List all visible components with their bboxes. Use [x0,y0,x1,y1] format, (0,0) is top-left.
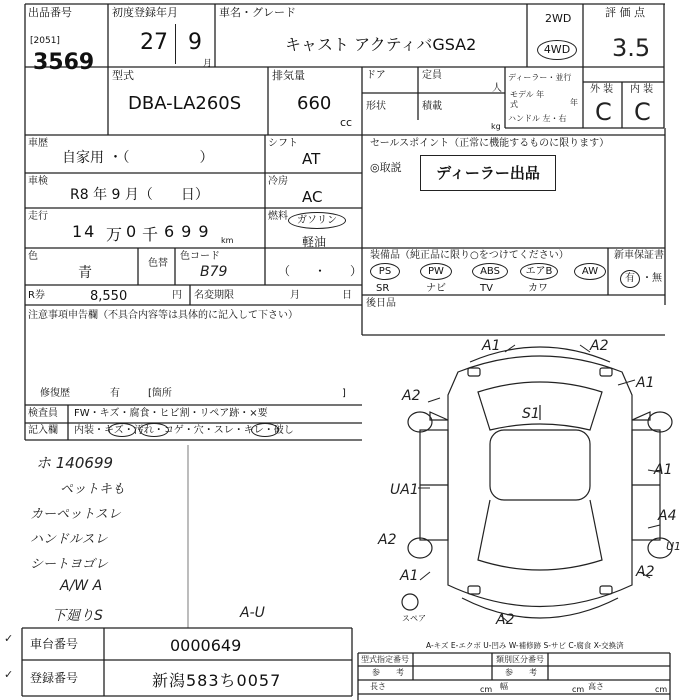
model-year-label: モデル 年式 [510,90,545,109]
category-label: 車歴 [28,138,48,149]
drive-4wd-circled: 4WD [537,40,577,60]
warranty-label: 新車保証書 [614,250,664,261]
mark-left-quarter: A1 [400,568,419,584]
model-value: DBA-LA260S [128,93,242,114]
mark-left-door: UA1 [390,482,419,498]
note-line-5: シートヨゴレ [30,557,109,572]
equip-aw: AW [574,263,606,280]
mileage-man-unit: 万 [106,225,123,244]
handle-label: ハンドル 左・右 [508,114,567,123]
warranty-none: ・無 [642,273,662,284]
color-code-value: B79 [200,264,228,280]
exterior-label: 外 装 [590,84,614,95]
car-name: キャスト アクティバGSA2 [285,35,477,54]
booklet-label: ◎取説 [370,161,402,174]
color-code-label: 色コード [180,251,220,262]
mark-right-rear-u: U1 [666,540,682,553]
mark-rear-bumper: A2 [496,612,515,628]
cc-value: 660 [297,93,332,114]
lot-sub: [2051] [30,36,60,46]
mileage-unit: km [221,236,234,245]
mileage-man: 14 [72,222,97,241]
capacity-unit: 人 [492,83,502,94]
chassis-label: 車台番号 [30,637,79,651]
inspector-label: 検査員 [28,408,58,419]
shape-label: 形状 [366,101,386,112]
equip-leather: カワ [528,283,548,294]
repair-value: 有 [110,388,120,399]
category-value: 自家用 ・（ ） [62,150,214,166]
lot-label: 出品番号 [28,6,72,19]
repair-label: 修復歴 [40,388,70,399]
damage-legend: A-キズ E-エクボ U-凹み W-補修跡 S-サビ C-腐食 X-交換済 [426,641,624,650]
dealer-label: ディーラー・並行 [508,73,572,82]
car-name-label: 車名・グレード [219,6,296,19]
form-width: 幅 [500,682,508,691]
dirt-circle [139,423,169,437]
recycle-value: 8,550 [90,289,128,304]
fuel-label: 燃料 [268,211,288,222]
note-line-3: カーペットスレ [30,507,121,522]
form-width-unit: cm [572,685,585,694]
shaken-label: 車検 [28,176,48,187]
fuel-diesel: 軽油 [302,235,327,249]
reg-month-unit: 月 [203,59,213,69]
mark-roof: S1 [522,406,540,422]
cc-unit: cc [340,116,353,129]
mileage-rest: 699 [164,222,216,241]
name-change-month: 月 [290,290,300,301]
note-line-4: ハンドルスレ [30,532,108,547]
drive-2wd: 2WD [545,12,572,25]
mark-right-quarter: A2 [636,564,655,580]
repair-place: [箇所 [148,388,172,399]
note-line-2: ペットキも [60,482,126,497]
reg-divider [175,24,177,64]
fuel-gasoline-circled: ガソリン [288,212,346,229]
scratch-circle [108,423,136,437]
mark-left-fender: A2 [402,388,421,404]
form-length: 長さ [370,682,386,691]
equip-sr: SR [376,283,390,294]
equip-navi: ナビ [426,283,446,294]
mark-front-right: A2 [590,338,609,354]
name-change-label: 名変期限 [194,290,234,301]
inspector-line1: FW・キズ・腐食・ヒビ割・リペア跡・×要 [74,408,268,419]
equipment-label: 装備品（純正品に限り○をつけてください） [370,250,569,261]
mark-right-door: A1 [654,462,673,478]
form-reference-2: 参 考 [505,668,537,677]
score-label: 評 価 点 [605,6,645,19]
year-unit: 年 [570,98,578,107]
mileage-label: 走行 [28,211,48,222]
name-change-day: 日 [342,290,352,301]
ac-value: AC [302,188,323,206]
mark-right-rear-door: A4 [658,508,677,524]
form-class-number: 類別区分番号 [496,655,544,664]
ac-label: 冷房 [268,176,288,187]
check-mark-1: ✓ [4,632,14,645]
note-line-7: 下廻りS [52,608,103,624]
plate-value: 新潟583ち0057 [152,671,282,690]
wear-circle [251,423,279,437]
lot-number: 3569 [33,50,95,75]
warranty-yes-circled: 有 [620,270,640,288]
after-items-label: 後日品 [366,298,396,309]
shift-label: シフト [268,138,298,149]
reg-year: 27 [140,30,168,55]
mark-left-rear: A2 [378,532,397,548]
fuel-bracket: （ ・ ） [278,264,363,278]
reg-label: 初度登録年月 [112,6,178,19]
cc-label: 排気量 [272,69,305,82]
spare-label: スペア [402,614,426,623]
exterior-grade: C [595,98,612,126]
color-change-label: 色替 [148,258,168,269]
form-height-unit: cm [655,685,668,694]
equip-pw: PW [420,263,452,280]
model-label: 型式 [112,69,134,82]
mark-right-fender: A1 [636,375,655,391]
form-length-unit: cm [480,685,493,694]
note-line-1: ホ 140699 [36,454,114,472]
plate-label: 登録番号 [30,671,79,685]
form-reference-1: 参 考 [372,668,404,677]
shaken-value: R8 年 9 月（ 日） [70,187,209,203]
mileage-thousand: 0 [126,222,137,241]
reg-month: 9 [188,30,202,55]
equip-tv: TV [480,283,493,294]
mileage-sen-unit: 千 [142,225,159,244]
interior-grade: C [634,98,651,126]
notes-label: 注意事項申告欄（不具合内容等は具体的に記入して下さい） [28,310,298,321]
equip-abs: ABS [472,263,508,280]
chassis-value: 0000649 [170,636,242,655]
mark-front-left: A1 [482,338,501,354]
shift-value: AT [302,150,321,168]
door-label: ドア [366,70,386,81]
color-value: 青 [78,265,92,281]
check-mark-2: ✓ [4,668,14,681]
repair-close: ] [342,388,346,399]
interior-label: 内 装 [630,84,654,95]
capacity-label: 定員 [422,70,442,81]
form-height: 高さ [588,682,604,691]
load-label: 積載 [422,101,442,112]
recycle-label: R券 [28,290,45,301]
vehicle-diagram [402,345,672,622]
load-unit: kg [491,122,501,131]
note-line-6: A/W A [60,578,103,594]
recycle-unit: 円 [172,290,182,301]
entry-label: 記入欄 [28,425,58,436]
sales-points-label: セールスポイント（正常に機能するものに限ります） [370,138,610,149]
equip-ps: PS [370,263,400,280]
note-line-8: A-U [240,605,265,621]
dealer-stamp: ディーラー出品 [420,155,556,191]
score-value: 3.5 [612,34,651,62]
equip-airbag: エアB [520,263,558,280]
inspector-line2: 内装・キズ・汚れ・コゲ・穴・スレ・キレ・破し [74,425,294,436]
color-label: 色 [28,251,38,262]
form-type-number: 型式指定番号 [361,655,409,664]
